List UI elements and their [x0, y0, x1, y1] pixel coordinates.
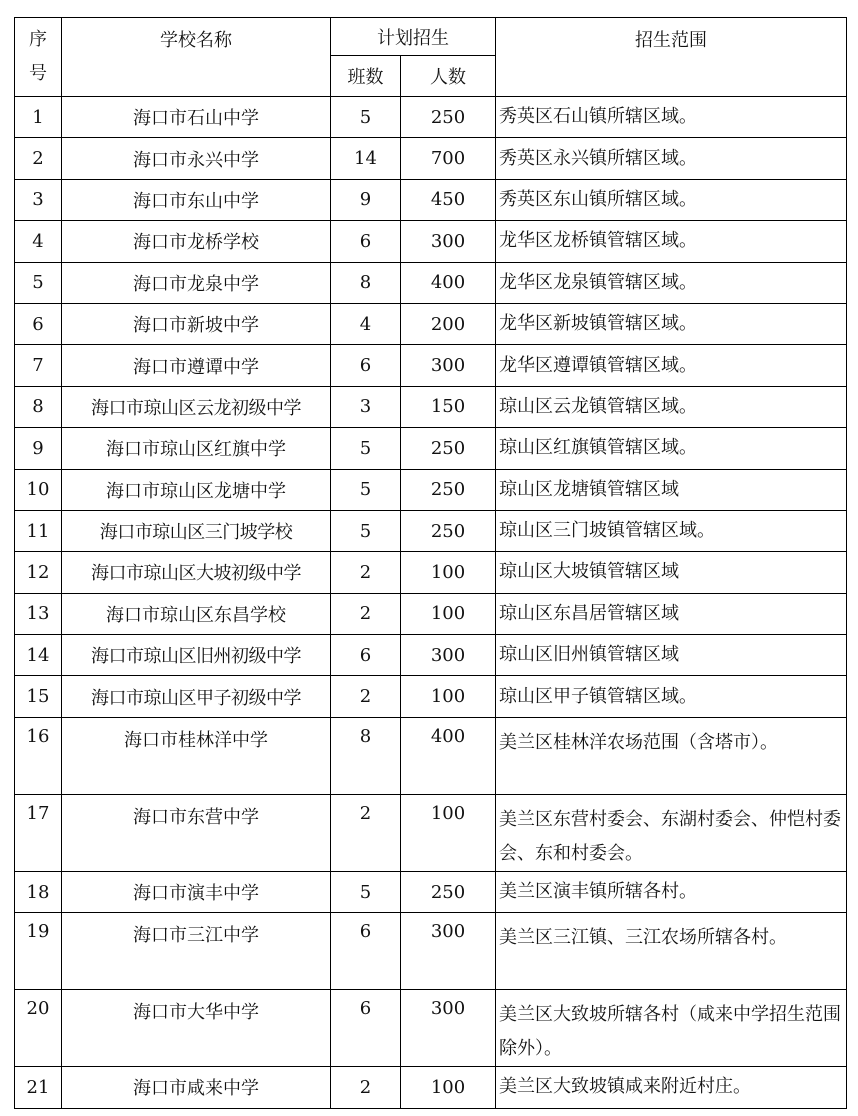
school-name: 海口市龙泉中学 — [62, 262, 331, 303]
class-count: 5 — [331, 97, 401, 138]
enrollment-range: 美兰区三江镇、三江农场所辖各村。 — [496, 913, 847, 990]
enrollment-range: 龙华区遵谭镇管辖区域。 — [496, 345, 847, 386]
table-row — [15, 469, 847, 510]
table-row — [15, 510, 847, 551]
enrollment-range: 美兰区东营村委会、东湖村委会、仲恺村委会、东和村委会。 — [496, 794, 847, 871]
row-number: 6 — [15, 303, 62, 344]
class-count: 8 — [331, 262, 401, 303]
enrollment-range: 琼山区龙塘镇管辖区域 — [496, 469, 847, 510]
table-row — [15, 593, 847, 634]
table-row — [15, 635, 847, 676]
enrollment-range: 琼山区旧州镇管辖区域 — [496, 635, 847, 676]
table-row — [15, 345, 847, 386]
student-count: 300 — [401, 635, 496, 676]
school-name: 海口市龙桥学校 — [62, 221, 331, 262]
enrollment-range: 琼山区大坡镇管辖区域 — [496, 552, 847, 593]
class-count: 5 — [331, 510, 401, 551]
enrollment-range: 美兰区演丰镇所辖各村。 — [496, 871, 847, 912]
enrollment-range: 琼山区东昌居管辖区域 — [496, 593, 847, 634]
table-row — [15, 428, 847, 469]
row-number: 16 — [15, 717, 62, 794]
enrollment-range: 琼山区三门坡镇管辖区域。 — [496, 510, 847, 551]
school-name: 海口市琼山区甲子初级中学 — [62, 676, 331, 717]
header-seq: 序号 — [15, 18, 62, 97]
enrollment-range: 龙华区龙桥镇管辖区域。 — [496, 221, 847, 262]
enrollment-range: 琼山区云龙镇管辖区域。 — [496, 386, 847, 427]
student-count: 400 — [401, 717, 496, 794]
table-row — [15, 676, 847, 717]
student-count: 250 — [401, 428, 496, 469]
class-count: 2 — [331, 1067, 401, 1108]
table-row — [15, 179, 847, 220]
class-count: 8 — [331, 717, 401, 794]
enrollment-range: 龙华区新坡镇管辖区域。 — [496, 303, 847, 344]
school-name: 海口市演丰中学 — [62, 871, 331, 912]
student-count: 300 — [401, 221, 496, 262]
header-students: 人数 — [401, 56, 496, 97]
class-count: 6 — [331, 221, 401, 262]
student-count: 100 — [401, 1067, 496, 1108]
school-name: 海口市琼山区三门坡学校 — [62, 510, 331, 551]
class-count: 2 — [331, 552, 401, 593]
class-count: 6 — [331, 913, 401, 990]
row-number: 5 — [15, 262, 62, 303]
school-name: 海口市桂林洋中学 — [62, 717, 331, 794]
student-count: 100 — [401, 794, 496, 871]
row-number: 3 — [15, 179, 62, 220]
table-row — [15, 717, 847, 794]
school-name: 海口市琼山区大坡初级中学 — [62, 552, 331, 593]
table-row — [15, 386, 847, 427]
row-number: 21 — [15, 1067, 62, 1108]
header-classes: 班数 — [331, 56, 401, 97]
student-count: 250 — [401, 871, 496, 912]
class-count: 14 — [331, 138, 401, 179]
row-number: 15 — [15, 676, 62, 717]
class-count: 2 — [331, 676, 401, 717]
row-number: 11 — [15, 510, 62, 551]
student-count: 250 — [401, 469, 496, 510]
school-name: 海口市石山中学 — [62, 97, 331, 138]
class-count: 5 — [331, 871, 401, 912]
enrollment-range: 龙华区龙泉镇管辖区域。 — [496, 262, 847, 303]
student-count: 150 — [401, 386, 496, 427]
class-count: 5 — [331, 469, 401, 510]
enrollment-range: 秀英区永兴镇所辖区域。 — [496, 138, 847, 179]
table-row — [15, 794, 847, 871]
table-row — [15, 138, 847, 179]
row-number: 19 — [15, 913, 62, 990]
row-number: 17 — [15, 794, 62, 871]
enrollment-range: 秀英区石山镇所辖区域。 — [496, 97, 847, 138]
table-row — [15, 221, 847, 262]
class-count: 9 — [331, 179, 401, 220]
school-name: 海口市新坡中学 — [62, 303, 331, 344]
enrollment-table — [14, 17, 847, 1109]
school-name: 海口市琼山区东昌学校 — [62, 593, 331, 634]
school-name: 海口市咸来中学 — [62, 1067, 331, 1108]
row-number: 4 — [15, 221, 62, 262]
table-row — [15, 990, 847, 1067]
student-count: 700 — [401, 138, 496, 179]
enrollment-range: 美兰区大致坡所辖各村（咸来中学招生范围除外）。 — [496, 990, 847, 1067]
student-count: 400 — [401, 262, 496, 303]
row-number: 20 — [15, 990, 62, 1067]
school-name: 海口市琼山区云龙初级中学 — [62, 386, 331, 427]
class-count: 3 — [331, 386, 401, 427]
student-count: 100 — [401, 593, 496, 634]
school-name: 海口市东营中学 — [62, 794, 331, 871]
class-count: 6 — [331, 635, 401, 676]
student-count: 450 — [401, 179, 496, 220]
enrollment-range: 美兰区大致坡镇咸来附近村庄。 — [496, 1067, 847, 1108]
enrollment-range: 琼山区甲子镇管辖区域。 — [496, 676, 847, 717]
row-number: 18 — [15, 871, 62, 912]
row-number: 9 — [15, 428, 62, 469]
student-count: 100 — [401, 676, 496, 717]
table-row — [15, 97, 847, 138]
header-school: 学校名称 — [62, 18, 331, 97]
header-range: 招生范围 — [496, 18, 847, 97]
row-number: 12 — [15, 552, 62, 593]
row-number: 8 — [15, 386, 62, 427]
class-count: 2 — [331, 794, 401, 871]
row-number: 14 — [15, 635, 62, 676]
table-row — [15, 262, 847, 303]
student-count: 250 — [401, 510, 496, 551]
header-plan: 计划招生 — [331, 18, 496, 56]
row-number: 7 — [15, 345, 62, 386]
class-count: 4 — [331, 303, 401, 344]
student-count: 250 — [401, 97, 496, 138]
student-count: 300 — [401, 913, 496, 990]
school-name: 海口市永兴中学 — [62, 138, 331, 179]
enrollment-range: 琼山区红旗镇管辖区域。 — [496, 428, 847, 469]
school-name: 海口市东山中学 — [62, 179, 331, 220]
table-row — [15, 913, 847, 990]
school-name: 海口市三江中学 — [62, 913, 331, 990]
school-name: 海口市琼山区红旗中学 — [62, 428, 331, 469]
row-number: 10 — [15, 469, 62, 510]
class-count: 6 — [331, 990, 401, 1067]
table-row — [15, 552, 847, 593]
student-count: 200 — [401, 303, 496, 344]
table-row — [15, 871, 847, 912]
class-count: 5 — [331, 428, 401, 469]
table-row — [15, 1067, 847, 1108]
row-number: 2 — [15, 138, 62, 179]
student-count: 300 — [401, 990, 496, 1067]
row-number: 13 — [15, 593, 62, 634]
school-name: 海口市琼山区旧州初级中学 — [62, 635, 331, 676]
school-name: 海口市琼山区龙塘中学 — [62, 469, 331, 510]
row-number: 1 — [15, 97, 62, 138]
school-name: 海口市大华中学 — [62, 990, 331, 1067]
student-count: 300 — [401, 345, 496, 386]
student-count: 100 — [401, 552, 496, 593]
school-name: 海口市遵谭中学 — [62, 345, 331, 386]
table-row — [15, 303, 847, 344]
class-count: 6 — [331, 345, 401, 386]
class-count: 2 — [331, 593, 401, 634]
enrollment-range: 美兰区桂林洋农场范围（含塔市）。 — [496, 717, 847, 794]
enrollment-range: 秀英区东山镇所辖区域。 — [496, 179, 847, 220]
